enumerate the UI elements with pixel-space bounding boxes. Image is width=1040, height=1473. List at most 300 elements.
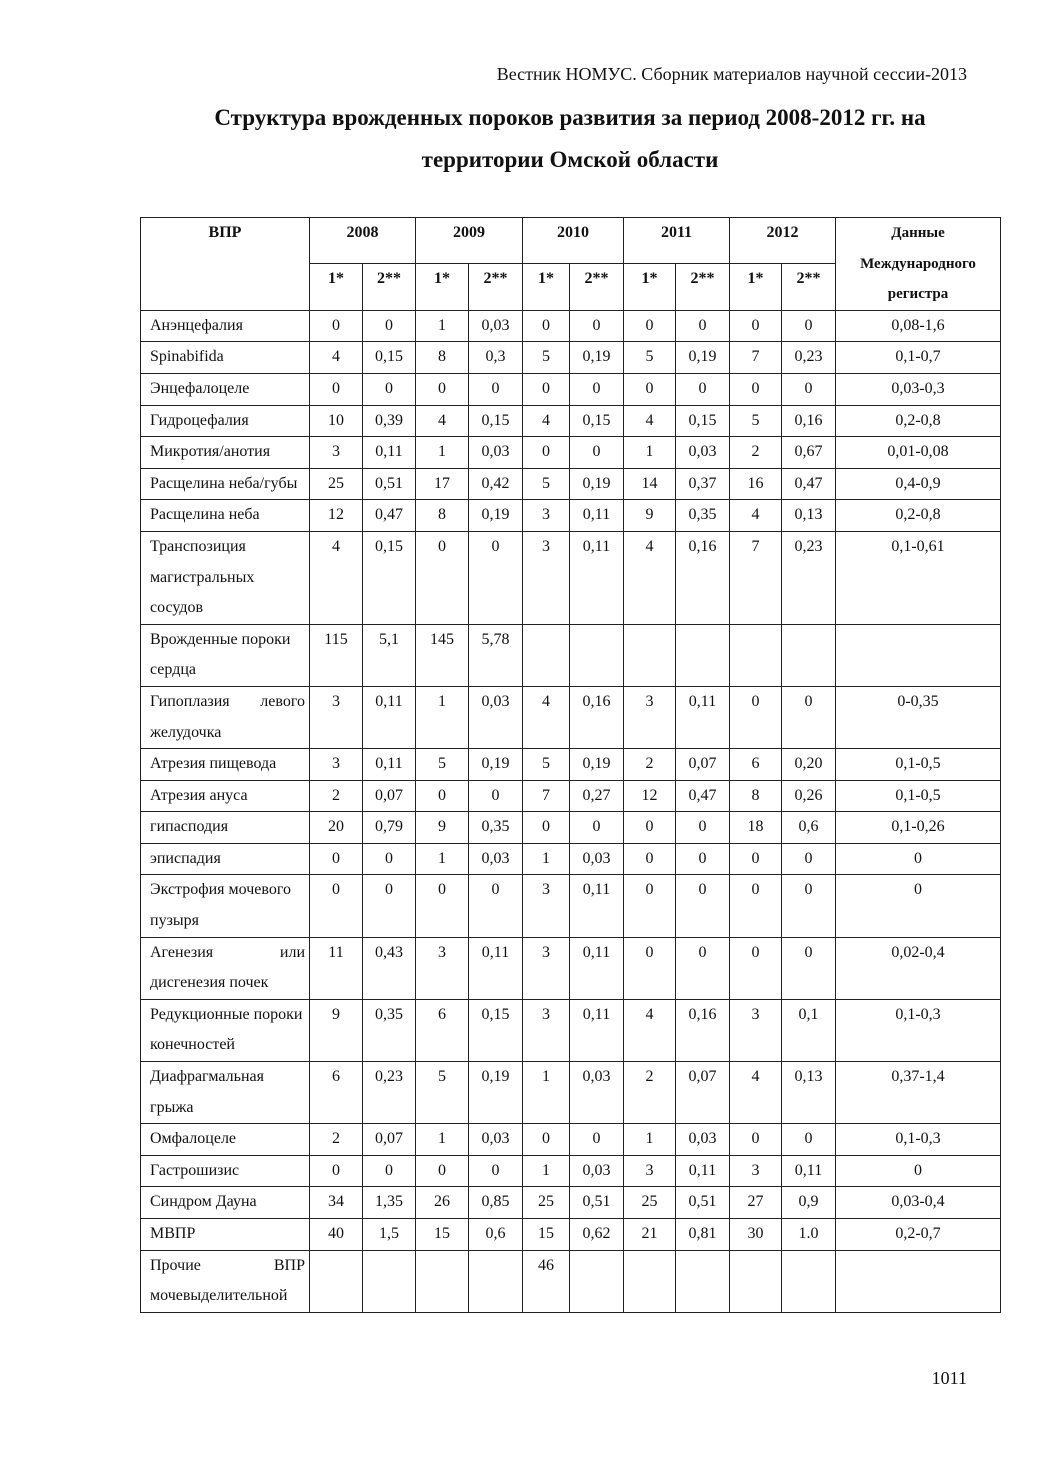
table-row — [141, 1124, 1001, 1156]
cell-register: 0 — [836, 843, 1001, 875]
cell-value: 5,1 — [363, 624, 416, 686]
cell-register: 0,2-0,7 — [836, 1219, 1001, 1251]
cell-value: 0 — [570, 812, 624, 844]
cell-value: 3 — [523, 937, 570, 999]
cell-register: 0,1-0,26 — [836, 812, 1001, 844]
row-name: Прочие ВПР мочевыделительной — [141, 1250, 310, 1312]
cell-value: 4 — [730, 500, 782, 532]
title-line-2: территории Омской области — [421, 147, 719, 172]
cell-value: 0,11 — [363, 437, 416, 469]
cell-value: 1 — [523, 1062, 570, 1124]
cell-value: 0,19 — [570, 342, 624, 374]
header-year: 2010 — [523, 218, 624, 264]
header-vpr: ВПР — [141, 218, 310, 311]
cell-value: 115 — [310, 624, 363, 686]
cell-value: 4 — [416, 405, 469, 437]
cell-value — [310, 1250, 363, 1312]
cell-value: 0,23 — [782, 531, 836, 624]
cell-value — [782, 624, 836, 686]
cell-value: 25 — [624, 1187, 676, 1219]
cell-value: 0 — [782, 310, 836, 342]
row-name: Диафрагмальная грыжа — [141, 1062, 310, 1124]
row-name: Агенезия или дисгенезия почек — [141, 937, 310, 999]
page-number: 1011 — [931, 1368, 967, 1388]
cell-value: 0 — [624, 310, 676, 342]
cell-value: 40 — [310, 1219, 363, 1251]
cell-value: 4 — [730, 1062, 782, 1124]
cell-value: 0,03 — [469, 310, 523, 342]
cell-value: 0 — [730, 310, 782, 342]
header-year: 2012 — [730, 218, 836, 264]
cell-value: 26 — [416, 1187, 469, 1219]
table-row — [141, 780, 1001, 812]
cell-value: 0 — [676, 875, 730, 937]
cell-value: 3 — [310, 749, 363, 781]
cell-register: 0,08-1,6 — [836, 310, 1001, 342]
cell-value: 0,47 — [363, 500, 416, 532]
cell-value: 0 — [310, 1155, 363, 1187]
table-row — [141, 342, 1001, 374]
cell-register: 0,03-0,3 — [836, 373, 1001, 405]
cell-value: 0,16 — [676, 999, 730, 1061]
cell-value: 4 — [523, 686, 570, 748]
cell-value: 0,81 — [676, 1219, 730, 1251]
cell-value: 1 — [624, 437, 676, 469]
cell-value: 5,78 — [469, 624, 523, 686]
cell-value: 1,5 — [363, 1219, 416, 1251]
cell-value: 17 — [416, 468, 469, 500]
row-name: Врожденные пороки сердца — [141, 624, 310, 686]
cell-value: 0 — [363, 843, 416, 875]
cell-value: 0,16 — [782, 405, 836, 437]
cell-value: 2 — [624, 749, 676, 781]
cell-value: 9 — [310, 999, 363, 1061]
cell-value: 0 — [570, 373, 624, 405]
cell-value: 1 — [416, 1124, 469, 1156]
cell-value: 4 — [523, 405, 570, 437]
table-row — [141, 749, 1001, 781]
row-name: гипасподия — [141, 812, 310, 844]
cell-value: 0,15 — [363, 531, 416, 624]
row-name: Гастрошизис — [141, 1155, 310, 1187]
row-name: Анэнцефалия — [141, 310, 310, 342]
cell-value: 0 — [363, 1155, 416, 1187]
table-row — [141, 373, 1001, 405]
cell-value: 0 — [782, 843, 836, 875]
cell-value: 21 — [624, 1219, 676, 1251]
cell-value: 7 — [730, 531, 782, 624]
table-row — [141, 1062, 1001, 1124]
cell-value: 30 — [730, 1219, 782, 1251]
cell-value: 0,51 — [363, 468, 416, 500]
cell-value: 8 — [416, 342, 469, 374]
cell-value: 1 — [416, 437, 469, 469]
row-name: Омфалоцеле — [141, 1124, 310, 1156]
cell-value: 0,6 — [782, 812, 836, 844]
cell-value: 0 — [469, 875, 523, 937]
cell-value: 0,13 — [782, 1062, 836, 1124]
cell-value: 5 — [730, 405, 782, 437]
cell-value: 3 — [416, 937, 469, 999]
cell-value: 0,3 — [469, 342, 523, 374]
cell-value: 0,11 — [782, 1155, 836, 1187]
cell-value: 5 — [624, 342, 676, 374]
cell-value: 7 — [730, 342, 782, 374]
cell-value — [730, 624, 782, 686]
cell-value: 0 — [730, 875, 782, 937]
header-sub2: 2** — [570, 264, 624, 310]
table-row — [141, 531, 1001, 624]
cell-value: 0,03 — [469, 437, 523, 469]
cell-value: 1 — [416, 686, 469, 748]
cell-value: 0,11 — [363, 749, 416, 781]
cell-value: 0,9 — [782, 1187, 836, 1219]
cell-value: 25 — [310, 468, 363, 500]
cell-value: 7 — [523, 780, 570, 812]
cell-value: 0,51 — [676, 1187, 730, 1219]
cell-value: 0 — [624, 373, 676, 405]
cell-register — [836, 624, 1001, 686]
header-row-years — [141, 218, 1001, 264]
cell-value: 1,35 — [363, 1187, 416, 1219]
row-name: Экстрофия мочевого пузыря — [141, 875, 310, 937]
cell-value: 4 — [310, 531, 363, 624]
cell-register: 0,4-0,9 — [836, 468, 1001, 500]
cell-value: 4 — [624, 999, 676, 1061]
cell-value: 10 — [310, 405, 363, 437]
cell-value: 1.0 — [782, 1219, 836, 1251]
cell-value: 0 — [676, 812, 730, 844]
cell-value: 0,23 — [363, 1062, 416, 1124]
cell-value: 8 — [416, 500, 469, 532]
header-sub2: 2** — [469, 264, 523, 310]
table-row — [141, 405, 1001, 437]
cell-value: 0,51 — [570, 1187, 624, 1219]
cell-value: 2 — [730, 437, 782, 469]
cell-value: 4 — [310, 342, 363, 374]
table-row — [141, 937, 1001, 999]
cell-value: 9 — [416, 812, 469, 844]
cell-value: 0 — [676, 310, 730, 342]
cell-value: 15 — [416, 1219, 469, 1251]
cell-value: 0,07 — [676, 1062, 730, 1124]
cell-value: 0 — [469, 373, 523, 405]
cell-value: 0 — [469, 531, 523, 624]
cell-register: 0-0,35 — [836, 686, 1001, 748]
cell-value: 1 — [624, 1124, 676, 1156]
header-sub1: 1* — [310, 264, 363, 310]
cell-value — [570, 1250, 624, 1312]
table-row — [141, 500, 1001, 532]
cell-value: 0 — [570, 1124, 624, 1156]
cell-value: 0,15 — [570, 405, 624, 437]
cell-register: 0 — [836, 1155, 1001, 1187]
cell-value: 0,11 — [570, 937, 624, 999]
cell-value — [624, 1250, 676, 1312]
row-name: Гидроцефалия — [141, 405, 310, 437]
cell-value: 18 — [730, 812, 782, 844]
cell-value: 0 — [676, 843, 730, 875]
cell-value: 11 — [310, 937, 363, 999]
cell-value: 3 — [310, 437, 363, 469]
cell-value: 0,26 — [782, 780, 836, 812]
cell-value: 0 — [782, 937, 836, 999]
cell-value: 0,03 — [676, 1124, 730, 1156]
cell-register: 0 — [836, 875, 1001, 937]
cell-value: 5 — [416, 1062, 469, 1124]
row-name: Транспозиция магистральных сосудов — [141, 531, 310, 624]
header-sub2: 2** — [363, 264, 416, 310]
cell-value: 0,13 — [782, 500, 836, 532]
cell-register: 0,01-0,08 — [836, 437, 1001, 469]
row-name: Расщелина неба/губы — [141, 468, 310, 500]
row-name: МВПР — [141, 1219, 310, 1251]
cell-value: 0,03 — [570, 1155, 624, 1187]
cell-value: 0 — [570, 310, 624, 342]
cell-value: 1 — [523, 1155, 570, 1187]
cell-value: 0,11 — [676, 686, 730, 748]
header-year: 2009 — [416, 218, 523, 264]
cell-value: 0 — [676, 937, 730, 999]
cell-value: 0 — [469, 1155, 523, 1187]
cell-value: 145 — [416, 624, 469, 686]
cell-value: 0,19 — [570, 749, 624, 781]
cell-value: 0,03 — [570, 843, 624, 875]
table-row — [141, 843, 1001, 875]
cell-register: 0,1-0,5 — [836, 749, 1001, 781]
cell-value: 0,67 — [782, 437, 836, 469]
cell-value: 0 — [523, 373, 570, 405]
header-sub2: 2** — [676, 264, 730, 310]
cell-value: 4 — [624, 531, 676, 624]
cell-value: 0 — [310, 373, 363, 405]
cell-value: 0,19 — [469, 1062, 523, 1124]
row-name: Расщелина неба — [141, 500, 310, 532]
cell-value — [782, 1250, 836, 1312]
cell-value: 0 — [310, 310, 363, 342]
cell-value: 0,16 — [676, 531, 730, 624]
cell-value: 0 — [624, 875, 676, 937]
cell-value — [624, 624, 676, 686]
cell-value — [570, 624, 624, 686]
table-row — [141, 624, 1001, 686]
cell-register — [836, 1250, 1001, 1312]
cell-value: 0,19 — [469, 749, 523, 781]
cell-value: 0,35 — [363, 999, 416, 1061]
cell-value: 25 — [523, 1187, 570, 1219]
cell-value: 0,07 — [363, 1124, 416, 1156]
cell-register: 0,1-0,3 — [836, 999, 1001, 1061]
cell-value: 0,6 — [469, 1219, 523, 1251]
cell-value: 3 — [523, 531, 570, 624]
cell-value: 0,35 — [469, 812, 523, 844]
row-name: Редукционные пороки конечностей — [141, 999, 310, 1061]
cell-value: 0,16 — [570, 686, 624, 748]
cell-value: 0 — [416, 875, 469, 937]
cell-value: 27 — [730, 1187, 782, 1219]
cell-value: 34 — [310, 1187, 363, 1219]
cell-value: 5 — [523, 342, 570, 374]
header-year: 2011 — [624, 218, 730, 264]
table-row — [141, 437, 1001, 469]
cell-value: 0 — [416, 1155, 469, 1187]
cell-value: 0,43 — [363, 937, 416, 999]
header-year: 2008 — [310, 218, 416, 264]
cell-value: 5 — [523, 749, 570, 781]
table-row — [141, 1155, 1001, 1187]
cell-value: 0 — [416, 373, 469, 405]
cell-value: 12 — [310, 500, 363, 532]
cell-value — [676, 624, 730, 686]
cell-value: 0 — [570, 437, 624, 469]
table-body — [141, 310, 1001, 1312]
cell-value: 15 — [523, 1219, 570, 1251]
cell-value: 12 — [624, 780, 676, 812]
cell-value: 0,11 — [570, 875, 624, 937]
row-name: Микротия/анотия — [141, 437, 310, 469]
header-register: Данные Международного регистра — [836, 218, 1001, 311]
cell-value: 0 — [363, 875, 416, 937]
cell-value: 9 — [624, 500, 676, 532]
header-sub1: 1* — [523, 264, 570, 310]
header-sub2: 2** — [782, 264, 836, 310]
table-row — [141, 1219, 1001, 1251]
cell-value: 0,47 — [782, 468, 836, 500]
cell-value: 0 — [310, 843, 363, 875]
cell-value: 0 — [782, 1124, 836, 1156]
cell-value: 0,15 — [676, 405, 730, 437]
row-name: Энцефалоцеле — [141, 373, 310, 405]
cell-value: 6 — [730, 749, 782, 781]
cell-value: 0 — [624, 937, 676, 999]
cell-value: 0,03 — [469, 1124, 523, 1156]
cell-value: 1 — [416, 843, 469, 875]
cell-value: 1 — [416, 310, 469, 342]
cell-value: 0,42 — [469, 468, 523, 500]
cell-value: 4 — [624, 405, 676, 437]
table-row — [141, 1187, 1001, 1219]
table-row — [141, 468, 1001, 500]
cell-value: 0 — [363, 310, 416, 342]
cell-value: 0,11 — [570, 999, 624, 1061]
cell-value: 3 — [310, 686, 363, 748]
running-head: Вестник НОМУС. Сборник материалов научной сессии-2013 — [496, 64, 967, 84]
cell-value: 0,39 — [363, 405, 416, 437]
cell-value: 3 — [523, 875, 570, 937]
cell-value: 46 — [523, 1250, 570, 1312]
cell-value: 0 — [624, 843, 676, 875]
cell-register: 0,1-0,5 — [836, 780, 1001, 812]
cell-value: 0,07 — [676, 749, 730, 781]
cell-value: 0,07 — [363, 780, 416, 812]
cell-value: 3 — [523, 500, 570, 532]
table-row — [141, 310, 1001, 342]
table-row — [141, 1250, 1001, 1312]
cell-value: 3 — [730, 1155, 782, 1187]
cell-value: 0,79 — [363, 812, 416, 844]
table-row — [141, 812, 1001, 844]
cell-value: 0,19 — [469, 500, 523, 532]
cell-value: 0,27 — [570, 780, 624, 812]
title-line-1: Структура врожденных пороков развития за период 2008-2012 гг. на — [214, 105, 926, 130]
table-row — [141, 875, 1001, 937]
cell-value: 14 — [624, 468, 676, 500]
cell-value: 0,1 — [782, 999, 836, 1061]
cell-value: 3 — [523, 999, 570, 1061]
cell-value: 0 — [676, 373, 730, 405]
cell-value — [730, 1250, 782, 1312]
cell-value: 0,47 — [676, 780, 730, 812]
cell-value: 0,19 — [676, 342, 730, 374]
cell-value: 1 — [523, 843, 570, 875]
row-name: Синдром Дауна — [141, 1187, 310, 1219]
cell-value: 0 — [730, 937, 782, 999]
table-row — [141, 999, 1001, 1061]
document-title — [140, 97, 1000, 181]
cell-value: 0,11 — [570, 531, 624, 624]
cell-value: 5 — [416, 749, 469, 781]
cell-register: 0,03-0,4 — [836, 1187, 1001, 1219]
cell-value: 6 — [416, 999, 469, 1061]
cell-value — [416, 1250, 469, 1312]
cell-value: 0,11 — [570, 500, 624, 532]
cell-register: 0,2-0,8 — [836, 500, 1001, 532]
cell-value: 0,19 — [570, 468, 624, 500]
cell-value: 0 — [469, 780, 523, 812]
cell-value: 0,23 — [782, 342, 836, 374]
cell-value: 3 — [730, 999, 782, 1061]
cell-register: 0,1-0,61 — [836, 531, 1001, 624]
cell-register: 0,1-0,7 — [836, 342, 1001, 374]
cell-value — [523, 624, 570, 686]
cell-value: 8 — [730, 780, 782, 812]
cell-value: 0,37 — [676, 468, 730, 500]
header-sub1: 1* — [730, 264, 782, 310]
cell-value: 0,15 — [469, 405, 523, 437]
cell-value: 0,11 — [469, 937, 523, 999]
cell-value: 0 — [782, 373, 836, 405]
cell-register: 0,37-1,4 — [836, 1062, 1001, 1124]
cell-value: 0 — [782, 875, 836, 937]
cell-value: 0 — [416, 531, 469, 624]
row-name: Атрезия ануса — [141, 780, 310, 812]
header-sub1: 1* — [624, 264, 676, 310]
cell-value: 2 — [310, 780, 363, 812]
cell-value: 3 — [624, 1155, 676, 1187]
cell-value — [363, 1250, 416, 1312]
cell-value: 0,03 — [570, 1062, 624, 1124]
cell-value: 0 — [782, 686, 836, 748]
cell-register: 0,1-0,3 — [836, 1124, 1001, 1156]
cell-value: 0,15 — [469, 999, 523, 1061]
cell-value: 0,62 — [570, 1219, 624, 1251]
cell-value: 0,35 — [676, 500, 730, 532]
cell-value: 0,11 — [363, 686, 416, 748]
row-name: Гипоплазия левого желудочка — [141, 686, 310, 748]
cell-value: 0,03 — [469, 686, 523, 748]
cell-register: 0,2-0,8 — [836, 405, 1001, 437]
cell-value: 16 — [730, 468, 782, 500]
cell-value: 0 — [730, 686, 782, 748]
cell-value — [469, 1250, 523, 1312]
cell-value: 0 — [523, 812, 570, 844]
cell-value: 0 — [624, 812, 676, 844]
cell-value — [676, 1250, 730, 1312]
cell-value: 0 — [310, 875, 363, 937]
cell-value: 0 — [523, 1124, 570, 1156]
cell-value: 2 — [624, 1062, 676, 1124]
malformations-table — [140, 217, 1001, 1313]
